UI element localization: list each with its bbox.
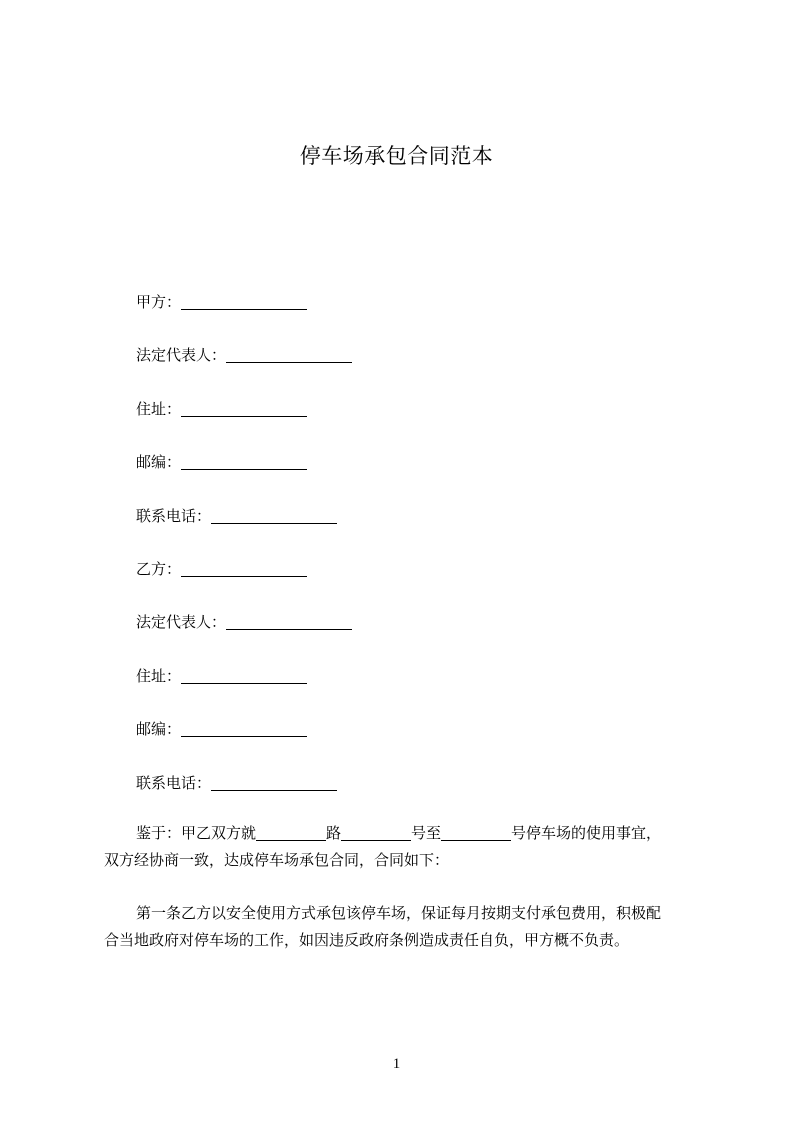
party-a-field — [136, 291, 307, 313]
preamble-text-1: 鉴于：甲乙双方就 — [136, 824, 257, 842]
party-b-field — [136, 558, 307, 580]
party-a-phone-label: 联系电话： — [136, 507, 212, 525]
preamble-text-2: 路 — [326, 824, 342, 842]
party-b-representative-field — [136, 611, 352, 633]
party-a-postcode-blank[interactable] — [181, 455, 307, 470]
article-1-line-2: 合当地政府对停车场的工作，如因违反政府条例造成责任自负，甲方概不负责。 — [104, 931, 630, 949]
party-a-representative-field — [136, 344, 352, 366]
document-title: 停车场承包合同范本 — [299, 144, 494, 168]
party-a-address-blank[interactable] — [181, 402, 307, 417]
party-a-postcode-field — [136, 451, 307, 473]
page-number: 1 — [392, 1056, 401, 1072]
party-a-phone-blank[interactable] — [211, 509, 337, 524]
party-b-postcode-blank[interactable] — [181, 722, 307, 737]
party-b-blank[interactable] — [181, 562, 307, 577]
road-blank[interactable] — [256, 826, 326, 841]
party-b-postcode-field — [136, 718, 307, 740]
party-b-representative-blank[interactable] — [226, 615, 352, 630]
party-a-address-field — [136, 398, 307, 420]
party-a-postcode-label: 邮编： — [136, 453, 182, 471]
party-b-address-label: 住址： — [136, 667, 182, 685]
number-from-blank[interactable] — [341, 826, 411, 841]
preamble-text-4: 号停车场的使用事宜， — [511, 824, 662, 842]
party-a-representative-blank[interactable] — [226, 348, 352, 363]
party-a-label: 甲方： — [136, 293, 182, 311]
party-b-postcode-label: 邮编： — [136, 720, 182, 738]
party-a-blank[interactable] — [181, 295, 307, 310]
party-b-address-field — [136, 665, 307, 687]
article-1-paragraph — [104, 900, 704, 954]
party-b-phone-blank[interactable] — [211, 776, 337, 791]
preamble-text-3: 号至 — [411, 824, 442, 842]
preamble-paragraph — [104, 820, 704, 874]
party-a-phone-field — [136, 505, 337, 527]
party-b-address-blank[interactable] — [181, 669, 307, 684]
party-b-representative-label: 法定代表人： — [136, 613, 227, 631]
party-a-representative-label: 法定代表人： — [136, 346, 227, 364]
article-1-line-1: 第一条乙方以安全使用方式承包该停车场，保证每月按期支付承包费用，积极配 — [136, 904, 662, 922]
party-a-address-label: 住址： — [136, 400, 182, 418]
party-b-phone-label: 联系电话： — [136, 774, 212, 792]
preamble-line-1 — [104, 820, 704, 847]
preamble-line-2: 双方经协商一致，达成停车场承包合同，合同如下： — [104, 851, 450, 869]
party-b-phone-field — [136, 772, 337, 794]
number-to-blank[interactable] — [441, 826, 511, 841]
party-b-label: 乙方： — [136, 560, 182, 578]
